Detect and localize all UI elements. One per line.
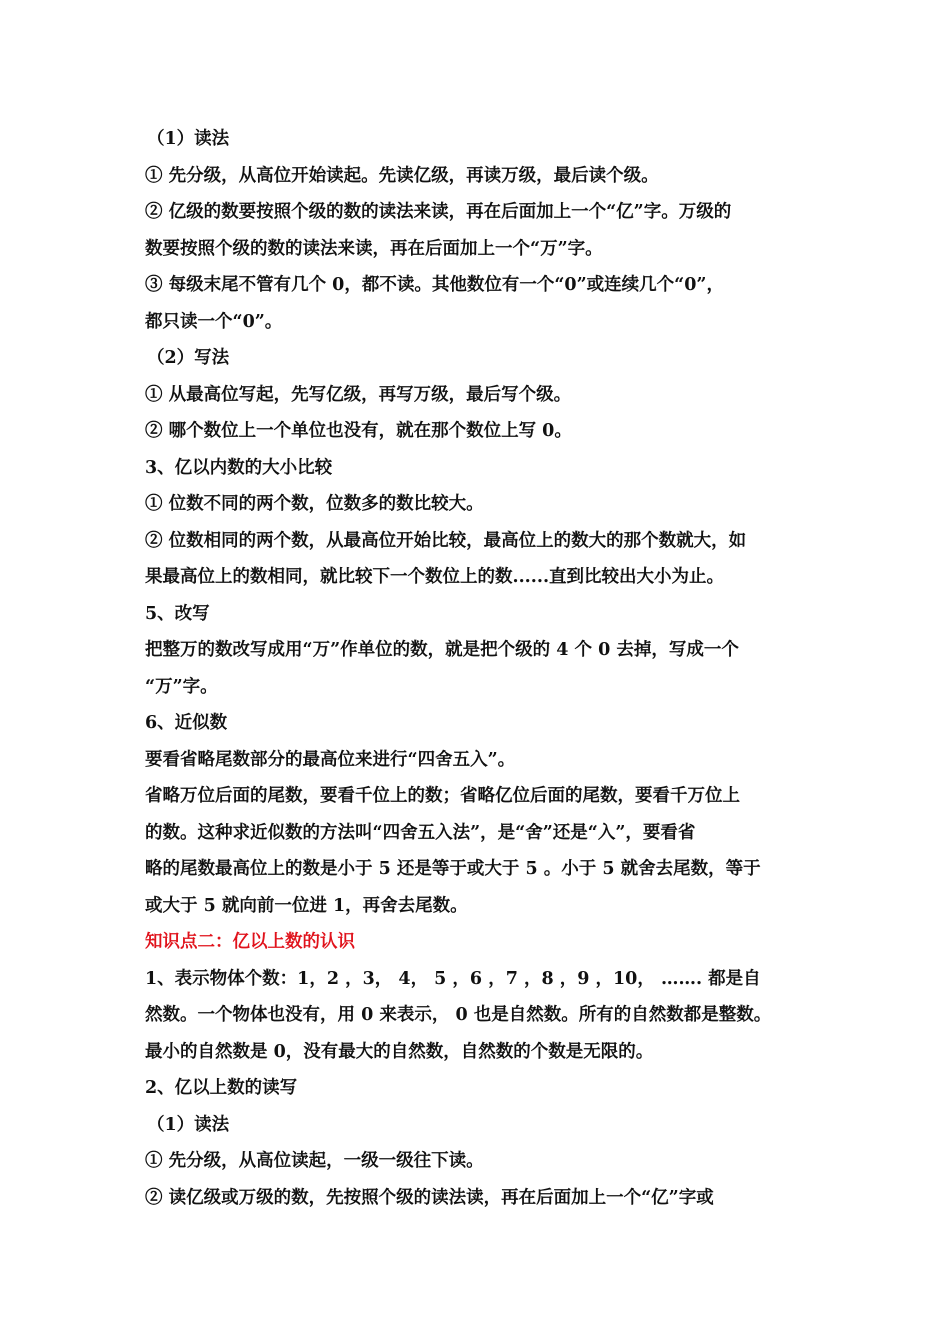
text-line: ② 位数相同的两个数，从最高位开始比较，最高位上的数大的那个数就大，如 bbox=[145, 530, 747, 551]
text-line: 都只读一个“0”。 bbox=[145, 311, 283, 332]
text-line: ② 亿级的数要按照个级的数的读法来读，再在后面加上一个“亿”字。万级的 bbox=[145, 202, 732, 222]
text-line: （1）读法 bbox=[147, 129, 230, 149]
text-line: ① 位数不同的两个数，位数多的数比较大。 bbox=[145, 494, 484, 514]
text-line: 把整万的数改写成用“万”作单位的数，就是把个级的 4 个 0 去掉，写成一个 bbox=[145, 640, 739, 660]
text-line: 3、亿以内数的大小比较 bbox=[145, 457, 333, 478]
text-line: 2、亿以上数的读写 bbox=[145, 1078, 298, 1098]
text-line: 然数。一个物体也没有，用 0 来表示， 0 也是自然数。所有的自然数都是整数。 bbox=[145, 1005, 772, 1025]
section-heading: 知识点二：亿以上数的认识 bbox=[145, 932, 355, 952]
text-line: 省略万位后面的尾数，要看千位上的数；省略亿位后面的尾数，要看千万位上 bbox=[145, 786, 740, 806]
text-line: ① 从最高位写起，先写亿级，再写万级，最后写个级。 bbox=[145, 384, 572, 405]
text-line: 6、近似数 bbox=[145, 713, 228, 733]
text-line: 最小的自然数是 0，没有最大的自然数，自然数的个数是无限的。 bbox=[145, 1041, 654, 1062]
text-line: “万”字。 bbox=[145, 676, 218, 697]
text-line: 数要按照个级的数的读法来读，再在后面加上一个“万”字。 bbox=[145, 238, 603, 259]
text-line: ② 读亿级或万级的数，先按照个级的读法读，再在后面加上一个“亿”字或 bbox=[145, 1187, 714, 1208]
text-line: ① 先分级，从高位读起，一级一级往下读。 bbox=[145, 1151, 484, 1171]
text-line: 1、表示物体个数：1，2 ，3， 4， 5 ，6 ，7 ，8 ，9 ，10， ……. 都是自 bbox=[145, 968, 761, 989]
text-line: 或大于 5 就向前一位进 1，再舍去尾数。 bbox=[145, 895, 468, 916]
text-line: ② 哪个数位上一个单位也没有，就在那个数位上写 0。 bbox=[145, 421, 572, 441]
text-line: 5、改写 bbox=[145, 603, 210, 624]
text-line: （1）读法 bbox=[147, 1114, 230, 1135]
text-line: 果最高位上的数相同，就比较下一个数位上的数......直到比较出大小为止。 bbox=[145, 567, 725, 587]
text-line: 略的尾数最高位上的数是小于 5 还是等于或大于 5 。小于 5 就舍去尾数，等于 bbox=[145, 859, 761, 879]
text-line: 的数。这种求近似数的方法叫“四舍五入法”，是“舍”还是“入”，要看省 bbox=[145, 822, 696, 843]
document-body bbox=[145, 121, 815, 1216]
text-line: 要看省略尾数部分的最高位来进行“四舍五入”。 bbox=[145, 749, 516, 770]
text-line: （2）写法 bbox=[147, 348, 230, 368]
text-line: ③ 每级末尾不管有几个 0，都不读。其他数位有一个“0”或连续几个“0”， bbox=[145, 275, 724, 295]
text-line: ① 先分级，从高位开始读起。先读亿级，再读万级，最后读个级。 bbox=[145, 165, 659, 186]
